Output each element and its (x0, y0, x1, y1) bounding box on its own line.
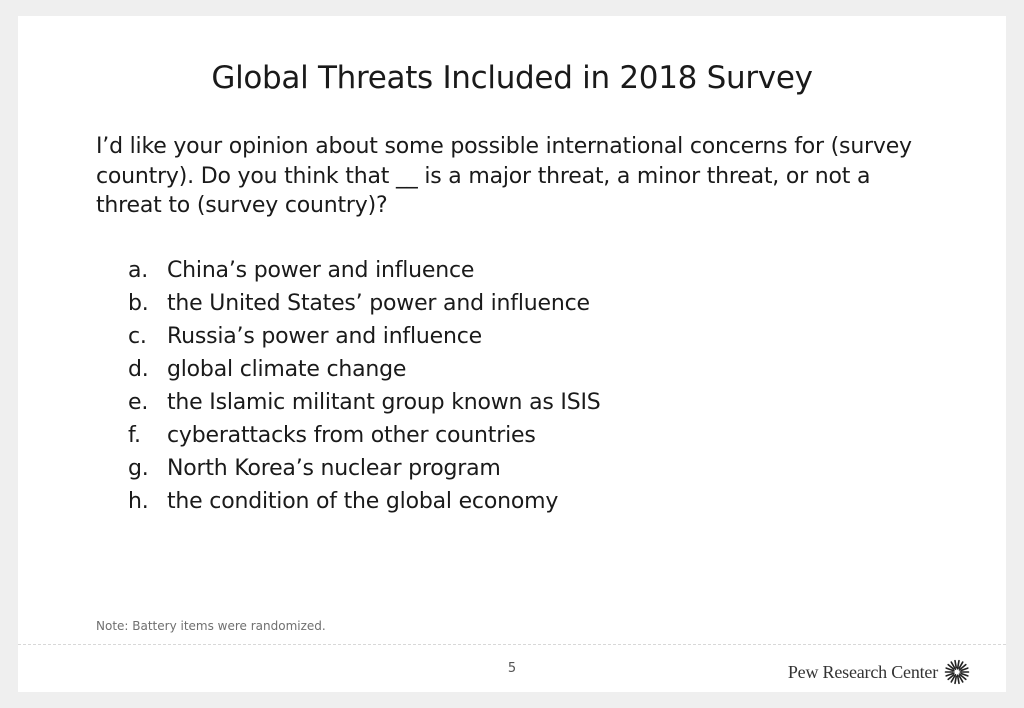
list-item-text: North Korea’s nuclear program (167, 456, 501, 481)
slide-title: Global Threats Included in 2018 Survey (211, 60, 813, 96)
list-marker: g. (128, 456, 149, 481)
list-item-text: Russia’s power and influence (167, 324, 482, 349)
list-item (128, 320, 601, 353)
list-item-text: the United States’ power and influence (167, 291, 590, 316)
list-marker: c. (128, 324, 147, 349)
threat-items-list (128, 254, 601, 518)
list-item (128, 386, 601, 419)
page-number: 5 (507, 661, 517, 676)
list-marker: b. (128, 291, 149, 316)
logo-text: Pew Research Center (787, 661, 938, 682)
list-marker: h. (128, 489, 149, 514)
footnote: Note: Battery items were randomized. (96, 619, 326, 633)
list-item (128, 419, 601, 452)
pew-logo (788, 656, 970, 688)
survey-question: I’d like your opinion about some possible international concerns for (survey country). Do you think that __ is a major threat, a minor threat, or not a threat to (survey country)? (96, 134, 912, 218)
list-marker: d. (128, 357, 149, 382)
list-marker: e. (128, 390, 149, 415)
list-marker: a. (128, 258, 149, 283)
list-item-text: China’s power and influence (167, 258, 475, 283)
list-item (128, 353, 601, 386)
pew-sunburst-icon (944, 659, 970, 685)
list-item (128, 287, 601, 320)
slide (18, 16, 1006, 692)
list-item (128, 452, 601, 485)
footer-divider (18, 644, 1006, 645)
list-item-text: the condition of the global economy (167, 489, 559, 514)
list-item-text: cyberattacks from other countries (167, 423, 536, 448)
list-item-text: global climate change (167, 357, 407, 382)
list-item (128, 485, 601, 518)
list-marker: f. (128, 423, 141, 448)
list-item (128, 254, 601, 287)
list-item-text: the Islamic militant group known as ISIS (167, 390, 601, 415)
